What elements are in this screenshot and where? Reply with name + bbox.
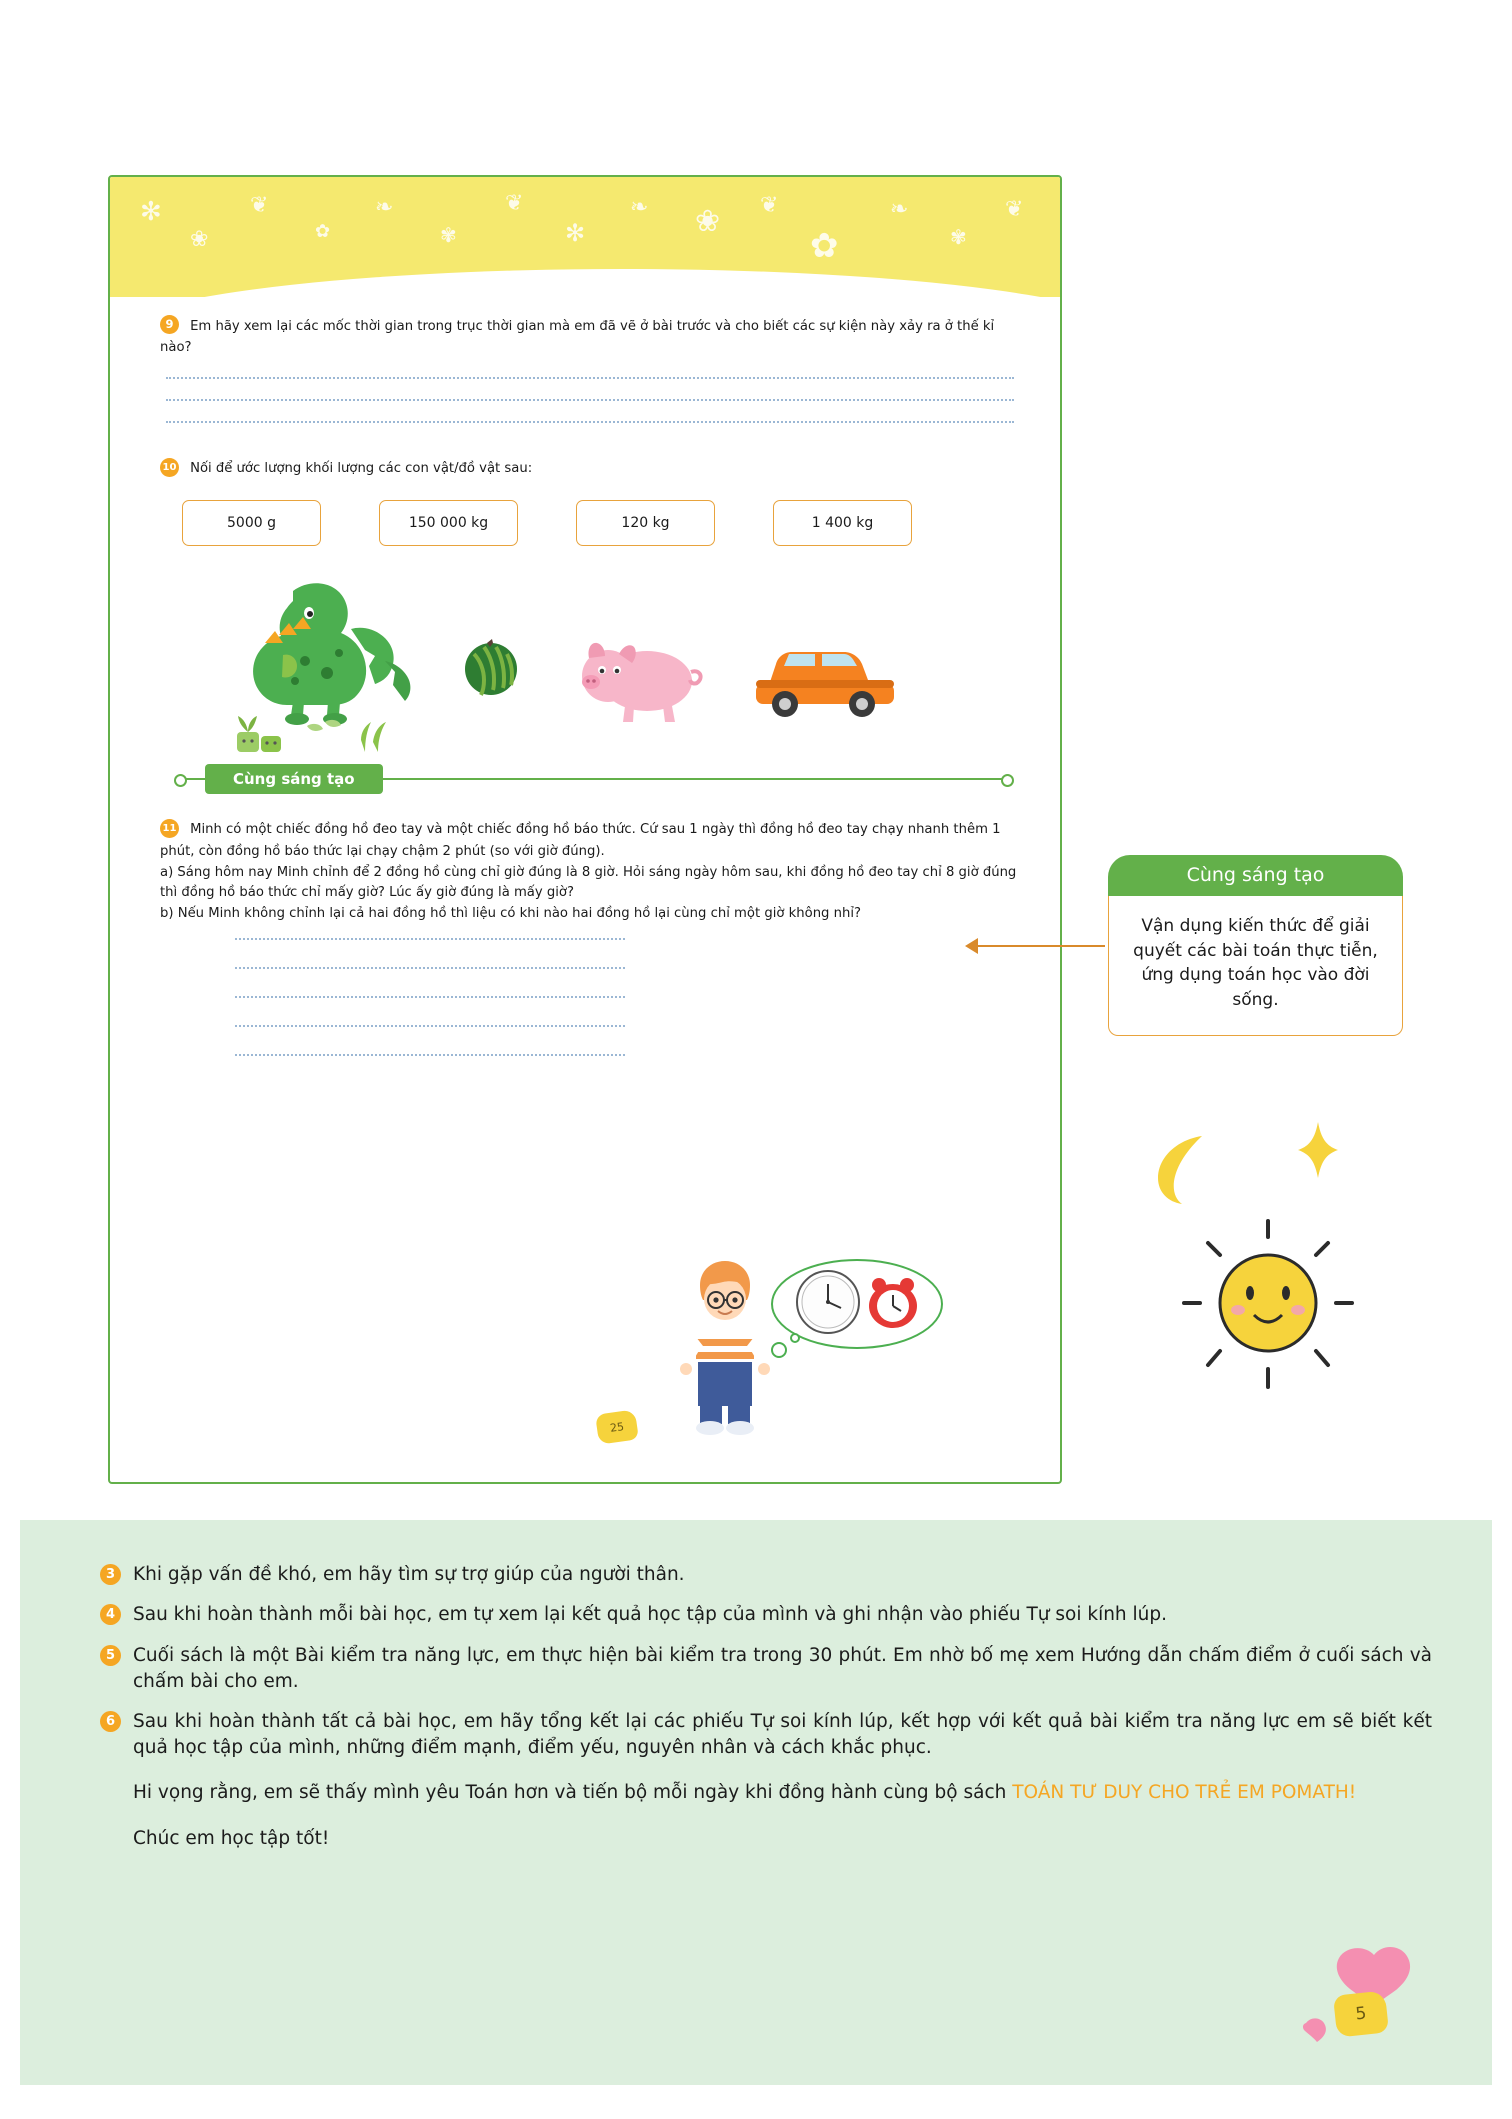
boy-illustration-icon [670, 1255, 780, 1440]
sparkle-icon [1295, 1120, 1341, 1180]
instruction-number-badge: 3 [100, 1564, 121, 1585]
exercise-number-badge: 11 [160, 819, 179, 838]
answer-line[interactable] [166, 421, 1014, 423]
final-line: Chúc em học tập tốt! [133, 1828, 330, 1850]
answer-line[interactable] [235, 1054, 625, 1056]
exercise-9-text: Em hãy xem lại các mốc thời gian trong trục thời gian mà em đã vẽ ở bài trước và cho biết các sự kiện này xảy ra ở thế kỉ nào? [160, 319, 995, 356]
worksheet-card [108, 175, 1062, 1484]
flower-icon: ✻ [565, 219, 586, 247]
callout-body: Vận dụng kiến thức để giải quyết các bài toán thực tiễn, ứng dụng toán học vào đời sống. [1108, 896, 1403, 1036]
answer-line[interactable] [235, 1025, 625, 1027]
flower-icon: ✿ [315, 221, 331, 242]
answer-line[interactable] [235, 967, 625, 969]
answer-area[interactable] [235, 938, 625, 1056]
instruction-item [100, 1643, 1432, 1696]
callout-card [1108, 855, 1403, 1036]
instruction-text: Sau khi hoàn thành tất cả bài học, em hãy tổng kết lại các phiếu Tự soi kính lúp, kết hợp với kết quả bài kiểm tra năng lực em sẽ biết kết quả học tập của mình, những điểm mạnh, điểm yếu, nguyên nhân và cách khắc phục. [133, 1711, 1432, 1759]
mass-box[interactable]: 120 kg [576, 500, 715, 546]
exercise-11-part-b: b) Nếu Minh không chỉnh lại cả hai đồng hồ thì liệu có khi nào hai đồng hồ lại cùng chỉ một giờ không nhỉ? [160, 906, 861, 922]
exercise-11 [160, 818, 1020, 1056]
bottom-instructions-panel [20, 1520, 1492, 2085]
bottom-panel-inner [20, 1520, 1492, 1849]
cung-sang-tao-banner [160, 752, 1020, 804]
answer-line[interactable] [235, 938, 625, 940]
flower-icon: ✾ [440, 223, 457, 247]
mass-box[interactable]: 1 400 kg [773, 500, 912, 546]
page-number: 5 [1354, 2003, 1368, 2025]
sun-icon [1178, 1215, 1358, 1395]
exercise-11-text: Minh có một chiếc đồng hồ đeo tay và một chiếc đồng hồ báo thức. Cứ sau 1 ngày thì đồng hồ đeo tay chạy nhanh thêm 1 phút, còn đồng hồ báo thức lại chạy chậm 2 phút (so với giờ đúng). [160, 822, 1001, 859]
instruction-item [100, 1562, 1432, 1588]
exercise-10-text: Nối để ước lượng khối lượng các con vật/đồ vật sau: [190, 461, 533, 477]
exercise-number-badge: 10 [160, 458, 179, 477]
header-wave-shape [110, 269, 1060, 297]
callout-arrow-line [975, 945, 1105, 947]
callout-arrow-head-icon [965, 938, 978, 954]
flower-icon: ✻ [140, 197, 162, 227]
leaf-icon: ❦ [1005, 197, 1024, 222]
answer-line[interactable] [235, 996, 625, 998]
mass-value-row [182, 500, 1020, 546]
thought-bubble-clocks-icon [765, 1254, 945, 1364]
closing-paragraph [133, 1780, 1432, 1807]
instruction-item [100, 1602, 1432, 1628]
flower-icon: ✿ [810, 226, 839, 266]
pig-icon [575, 626, 710, 726]
leaf-icon: ❦ [760, 193, 779, 218]
exercise-9 [160, 315, 1020, 423]
answer-line[interactable] [166, 377, 1014, 379]
instruction-number-badge: 4 [100, 1604, 121, 1625]
mass-box[interactable]: 150 000 kg [379, 500, 518, 546]
closing-lead-text: Hi vọng rằng, em sẽ thấy mình yêu Toán hơn và tiến bộ mỗi ngày khi đồng hành cùng bộ sách [133, 1781, 1013, 1803]
leaf-icon: ❦ [250, 193, 269, 218]
exercise-number-badge: 9 [160, 315, 179, 334]
instruction-number-badge: 6 [100, 1711, 121, 1732]
car-icon [750, 636, 900, 721]
instruction-number-badge: 5 [100, 1645, 121, 1666]
sprout-decoration-icon [215, 710, 465, 756]
watermelon-icon [460, 636, 522, 698]
moon-icon [1150, 1130, 1220, 1210]
dinosaur-icon [235, 569, 415, 729]
banner-dot-left [174, 774, 187, 787]
leaf-icon: ❧ [890, 197, 909, 222]
exercise-10 [160, 457, 1020, 744]
leaf-icon: ❧ [630, 195, 649, 220]
worksheet-content [110, 297, 1060, 1056]
mass-box[interactable]: 5000 g [182, 500, 321, 546]
instruction-text: Cuối sách là một Bài kiểm tra năng lực, em thực hiện bài kiểm tra trong 30 phút. Em nhờ bố mẹ xem Hướng dẫn chấm điểm ở cuối sách và chấm bài cho em. [133, 1644, 1432, 1692]
page-number-badge [1333, 1990, 1389, 2037]
instruction-item [100, 1709, 1432, 1762]
banner-label: Cùng sáng tạo [205, 764, 383, 794]
leaf-icon: ❧ [375, 195, 394, 220]
brand-name: TOÁN TƯ DUY CHO TRẺ EM POMATH! [1012, 1781, 1357, 1803]
answer-line[interactable] [166, 399, 1014, 401]
banner-dot-right [1001, 774, 1014, 787]
worksheet-page-badge: 25 [595, 1409, 639, 1444]
leaf-icon: ❦ [505, 191, 524, 216]
instruction-text: Khi gặp vấn đề khó, em hãy tìm sự trợ giúp của người thân. [133, 1564, 685, 1585]
decorative-header-band [110, 177, 1060, 297]
instruction-text: Sau khi hoàn thành mỗi bài học, em tự xem lại kết quả học tập của mình và ghi nhận vào phiếu Tự soi kính lúp. [133, 1604, 1168, 1626]
callout-title: Cùng sáng tạo [1108, 855, 1403, 896]
flower-icon: ❀ [695, 204, 721, 239]
flower-icon: ❀ [190, 227, 209, 252]
exercise-11-part-a: a) Sáng hôm nay Minh chỉnh để 2 đồng hồ cùng chỉ giờ đúng là 8 giờ. Hỏi sáng ngày hôm sau, khi đồng hồ đeo tay chỉ 8 giờ đúng thì đồng hồ báo thức chỉ mấy giờ? Lúc ấy giờ đúng là mấy giờ? [160, 864, 1017, 900]
flower-icon: ✾ [950, 225, 967, 249]
